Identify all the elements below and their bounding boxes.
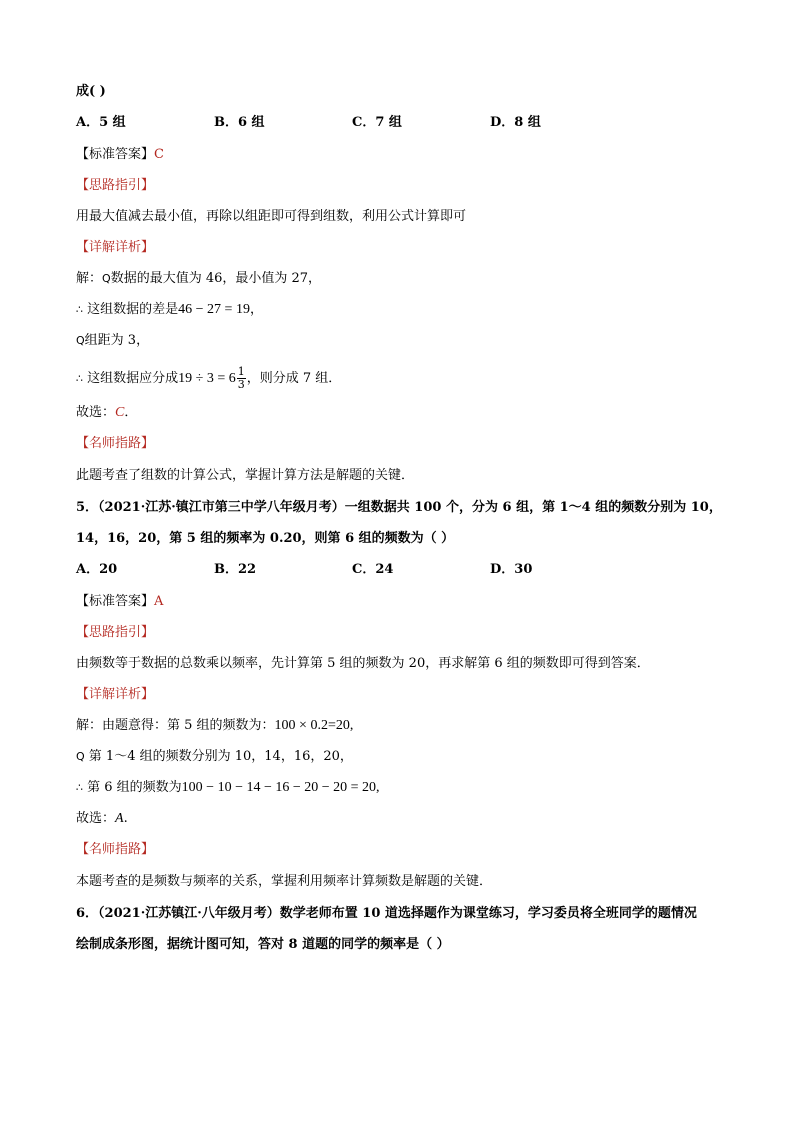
- q5-hint-text: 由频数等于数据的总数乘以频率，先计算第 5 组的频数为 20，再求解第 6 组的频数即可得到答案．: [76, 656, 650, 671]
- detail-text: 解：由题意得：第 5 组的频数为：: [76, 718, 275, 733]
- q4-option-a: A．5 组: [76, 115, 126, 130]
- q5-detail-title: 【详解详析】: [76, 687, 155, 702]
- q4-option-b: B．6 组: [214, 115, 265, 130]
- answer-value: A: [154, 594, 164, 609]
- detail-text: ．: [124, 405, 138, 420]
- therefore-icon: ∴: [76, 372, 83, 385]
- detail-text: 第 1～4 组的频数分别为 10，14，16，20，: [84, 749, 353, 764]
- detail-text: 数据的最大值为 46，最小值为 27，: [110, 271, 322, 286]
- answer-value: C: [154, 147, 164, 162]
- q5-answer: [76, 593, 163, 611]
- answer-label: 【标准答案】: [76, 147, 155, 162]
- q5-teacher-title: 【名师指路】: [76, 842, 155, 857]
- detail-text: .: [123, 811, 128, 826]
- q4-detail-title: 【详解详析】: [76, 240, 155, 255]
- q5-option-b: B．22: [214, 562, 257, 577]
- therefore-icon: ∴: [76, 781, 83, 794]
- q4-detail-line-1: [76, 270, 321, 288]
- because-icon: Q: [102, 272, 111, 285]
- q4-stem-tail: 成( ): [76, 84, 106, 99]
- q4-option-c: C．7 组: [352, 115, 402, 130]
- q5-detail-line-3: [76, 779, 380, 797]
- math-expression: 100 × 0.2=20,: [274, 718, 354, 733]
- q4-detail-line-3: [76, 332, 149, 350]
- q4-choice: [76, 404, 137, 422]
- q5-stem-line-2: 14，16，20，第 5 组的频率为 0.20，则第 6 组的频数为（ ）: [76, 531, 455, 546]
- detail-text: 组距为 3，: [84, 333, 150, 348]
- therefore-icon: ∴: [76, 303, 83, 316]
- math-expression: 46 − 27 = 19: [178, 302, 250, 317]
- detail-text: 解：: [76, 271, 103, 286]
- detail-text: 第 6 组的频数为: [83, 780, 182, 795]
- because-icon: Q: [76, 750, 85, 763]
- q5-teacher-text: 本题考查的是频数与频率的关系，掌握利用频率计算频数是解题的关键．: [76, 874, 493, 889]
- answer-label: 【标准答案】: [76, 594, 155, 609]
- fraction-numerator: 1: [237, 365, 245, 378]
- q4-hint-text: 用最大值减去最小值，再除以组距即可得到组数，利用公式计算即可: [76, 209, 467, 224]
- q4-option-d: D．8 组: [490, 115, 541, 130]
- q4-detail-line-2: [76, 301, 263, 319]
- q5-option-a: A．20: [76, 562, 118, 577]
- math-expression: 19 ÷ 3 = 6: [178, 371, 236, 386]
- q6-stem-line-1: 6．（2021·江苏镇江·八年级月考）数学老师布置 10 道选择题作为课堂练习，学习委员将全班同学的题情况: [76, 906, 697, 921]
- q5-option-d: D．30: [490, 562, 533, 577]
- q4-answer: [76, 146, 164, 164]
- q5-detail-line-1: [76, 717, 353, 735]
- q4-hint-title: 【思路指引】: [76, 178, 155, 193]
- detail-text: 这组数据应分成: [87, 371, 179, 386]
- because-icon: Q: [76, 334, 85, 347]
- q5-choice: [76, 810, 128, 828]
- fraction-denominator: 3: [237, 378, 245, 391]
- fraction: [237, 366, 246, 391]
- detail-text: ，则分成 7 组．: [246, 371, 342, 386]
- q5-option-c: C．24: [352, 562, 394, 577]
- q5-detail-line-2: [76, 748, 353, 766]
- q4-teacher-text: 此题考查了组数的计算公式，掌握计算方法是解题的关键．: [76, 468, 415, 483]
- detail-text: ，: [249, 302, 263, 317]
- choice-letter: A: [115, 811, 124, 826]
- choice-letter: C: [115, 405, 125, 420]
- detail-text: 故选：: [76, 811, 116, 826]
- q5-stem-line-1: 5．（2021·江苏·镇江市第三中学八年级月考）一组数据共 100 个，分为 6 组，第 1～4 组的频数分别为 10，: [76, 500, 722, 515]
- detail-text: 故选：: [76, 405, 116, 420]
- detail-text: 这组数据的差是: [87, 302, 179, 317]
- q4-teacher-title: 【名师指路】: [76, 436, 155, 451]
- q5-hint-title: 【思路指引】: [76, 625, 155, 640]
- q4-detail-line-4: [76, 366, 341, 391]
- q6-stem-line-2: 绘制成条形图，据统计图可知，答对 8 道题的同学的频率是（ ）: [76, 937, 450, 952]
- math-expression: 100 − 10 − 14 − 16 − 20 − 20 = 20,: [181, 780, 380, 795]
